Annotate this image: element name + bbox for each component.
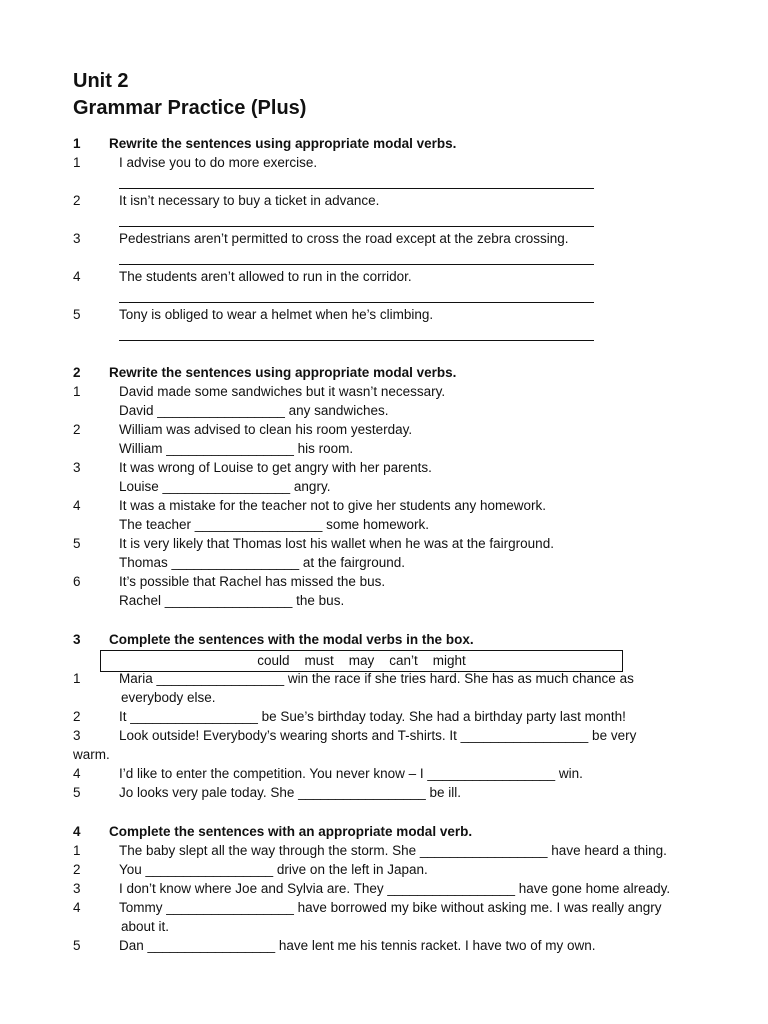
item-number: 5 [73,938,81,953]
answer-prompt[interactable]: David _________________ any sandwiches. [119,403,389,418]
word-box-text: could must may can’t might [257,653,466,668]
item-number: 5 [73,785,81,800]
answer-prompt[interactable]: William _________________ his room. [119,441,354,456]
item-number: 6 [73,574,81,589]
answer-line[interactable] [119,264,594,265]
item-text[interactable]: It _________________ be Sue’s birthday today. She had a birthday party last month! [119,709,626,724]
answer-prompt[interactable]: Thomas _________________ at the fairground. [119,555,405,570]
item-number: 1 [73,843,81,858]
item-number: 3 [73,728,81,743]
item-text: It was wrong of Louise to get angry with her parents. [119,460,432,475]
item-number: 3 [73,881,81,896]
item-text[interactable]: You _________________ drive on the left in Japan. [119,862,428,877]
item-text-continued: about it. [121,919,170,934]
item-number: 1 [73,155,81,170]
item-number: 2 [73,862,81,877]
item-text: It was a mistake for the teacher not to give her students any homework. [119,498,546,513]
item-number: 2 [73,422,81,437]
item-text: It’s possible that Rachel has missed the bus. [119,574,386,589]
item-text: Pedestrians aren’t permitted to cross the road except at the zebra crossing. [119,231,569,246]
answer-prompt[interactable]: Louise _________________ angry. [119,479,331,494]
item-text: It is very likely that Thomas lost his wallet when he was at the fairground. [119,536,554,551]
item-number: 1 [73,384,81,399]
item-number: 5 [73,536,81,551]
answer-line[interactable] [119,302,594,303]
answer-line[interactable] [119,226,594,227]
item-text[interactable]: Tommy _________________ have borrowed my bike without asking me. I was really angry [119,900,662,915]
item-number: 3 [73,460,81,475]
section-number: 4 [73,824,81,839]
item-number: 4 [73,766,81,781]
item-number: 3 [73,231,81,246]
section-heading: Complete the sentences with the modal verbs in the box. [109,632,474,647]
item-text[interactable]: The baby slept all the way through the storm. She _________________ have heard a thing. [119,843,667,858]
item-text: Tony is obliged to wear a helmet when he’s climbing. [119,307,434,322]
item-number: 5 [73,307,81,322]
item-text: William was advised to clean his room yesterday. [119,422,413,437]
item-number: 4 [73,269,81,284]
section-heading: Complete the sentences with an appropriate modal verb. [109,824,473,839]
item-text[interactable]: Maria _________________ win the race if she tries hard. She has as much chance as [119,671,634,686]
item-number: 2 [73,709,81,724]
item-number: 1 [73,671,81,686]
item-text-continued: everybody else. [121,690,216,705]
item-text-continued: warm. [73,747,110,762]
item-text: I advise you to do more exercise. [119,155,318,170]
section-number: 2 [73,365,81,380]
item-text[interactable]: Dan _________________ have lent me his tennis racket. I have two of my own. [119,938,596,953]
unit-title: Unit 2 [73,70,129,92]
item-text: David made some sandwiches but it wasn’t necessary. [119,384,446,399]
section-heading: Rewrite the sentences using appropriate modal verbs. [109,365,457,380]
item-text[interactable]: I’d like to enter the competition. You never know – I _________________ win. [119,766,583,781]
item-text: The students aren’t allowed to run in the corridor. [119,269,412,284]
page-title: Grammar Practice (Plus) [73,97,307,119]
item-number: 4 [73,498,81,513]
item-number: 4 [73,900,81,915]
answer-prompt[interactable]: The teacher _________________ some homework. [119,517,429,532]
answer-line[interactable] [119,340,594,341]
section-number: 1 [73,136,81,151]
item-number: 2 [73,193,81,208]
word-box [100,650,623,672]
answer-line[interactable] [119,188,594,189]
item-text[interactable]: I don’t know where Joe and Sylvia are. They _________________ have gone home already. [119,881,671,896]
section-heading: Rewrite the sentences using appropriate modal verbs. [109,136,457,151]
section-number: 3 [73,632,81,647]
item-text[interactable]: Jo looks very pale today. She _________________ be ill. [119,785,462,800]
item-text[interactable]: Look outside! Everybody’s wearing shorts and T-shirts. It _________________ be very [119,728,637,743]
item-text: It isn’t necessary to buy a ticket in advance. [119,193,380,208]
answer-prompt[interactable]: Rachel _________________ the bus. [119,593,345,608]
